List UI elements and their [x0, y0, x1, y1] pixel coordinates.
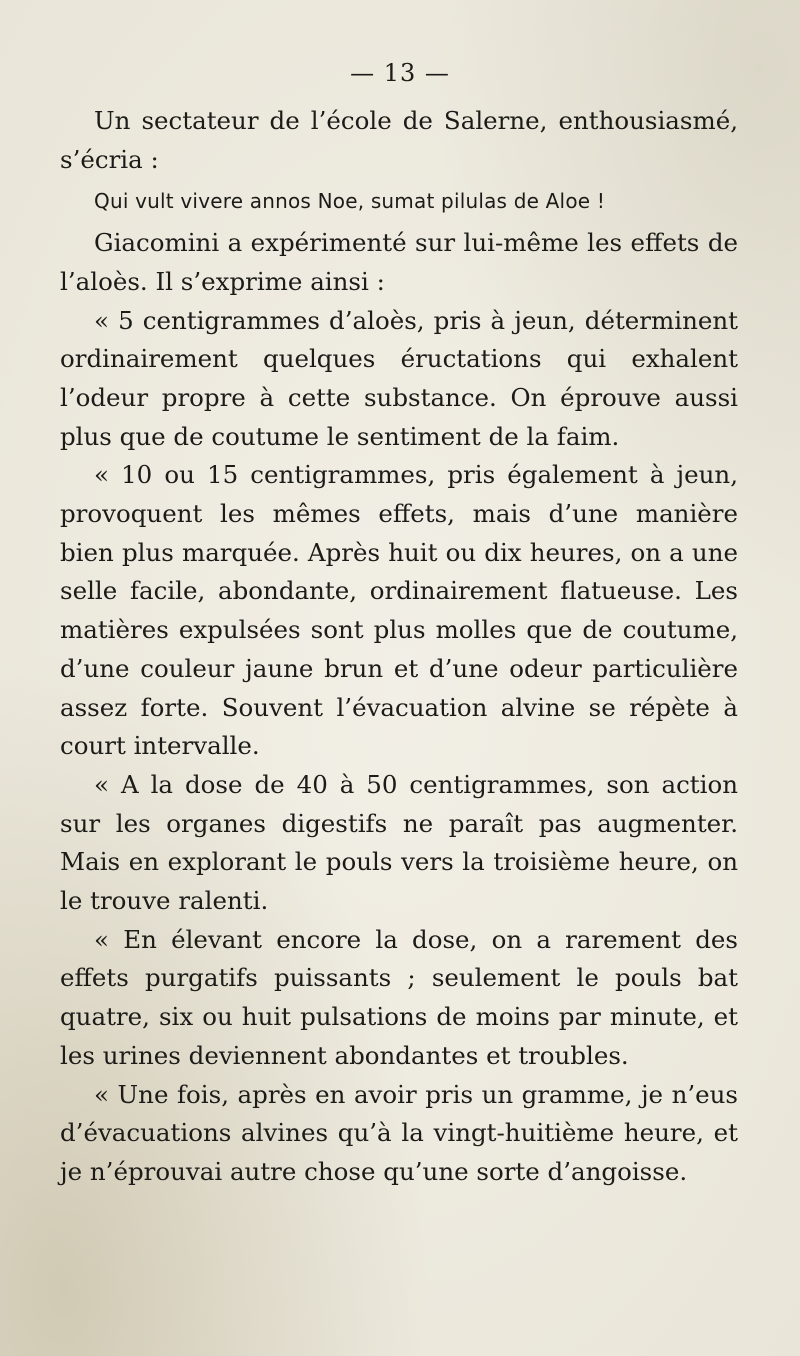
latin-quote: Qui vult vivere annos Noe, sumat pilulas de Aloe ! — [94, 189, 606, 214]
paragraph-giacomini: Giacomini a expérimenté sur lui-même les effets de l’aloès. Il s’exprime ainsi : — [60, 228, 738, 296]
paragraph-un-gramme: « Une fois, après en avoir pris un gramme, je n’eus d’évacuations alvines qu’à la vingt-huitième heure, et je n’éprouvai autre chose qu’une sorte d’angoisse. — [60, 1079, 738, 1186]
paragraph-10-15-centigrammes: « 10 ou 15 centigrammes, pris également à jeun, provoquent les mêmes effets, mais d’une manière bien plus marquée. Après huit ou dix heures, on a une selle facile, abondante, ordinairement flatueuse. Les matières expulsées sont plus molles que de coutume, d’une couleur jaune brun et d’une odeur particulière assez forte. Souvent l’évacuation alvine se répète à court intervalle. — [60, 460, 738, 761]
paragraph-5-centigrammes: « 5 centigrammes d’aloès, pris à jeun, déterminent ordinairement quelques éructations qui exhalent l’odeur propre à cette substance. On éprouve aussi plus que de coutume le sentiment de la faim. — [60, 305, 738, 451]
paragraph-40-50-centigrammes: « A la dose de 40 à 50 centigrammes, son action sur les organes digestifs ne paraît pas augmenter. Mais en explorant le pouls vers la troisième heure, on le trouve ralenti. — [60, 769, 738, 916]
body-text — [60, 102, 738, 1192]
paragraph-dose-elevee: « En élevant encore la dose, on a rarement des effets purgatifs puissants ; seulement le pouls bat quatre, six ou huit pulsations de moins par minute, et les urines deviennent abondantes et troubles. — [60, 924, 738, 1070]
paragraph-intro: Un sectateur de l’école de Salerne, enthousiasmé, s’écria : — [60, 106, 738, 174]
page-number: — 13 — — [350, 59, 450, 87]
